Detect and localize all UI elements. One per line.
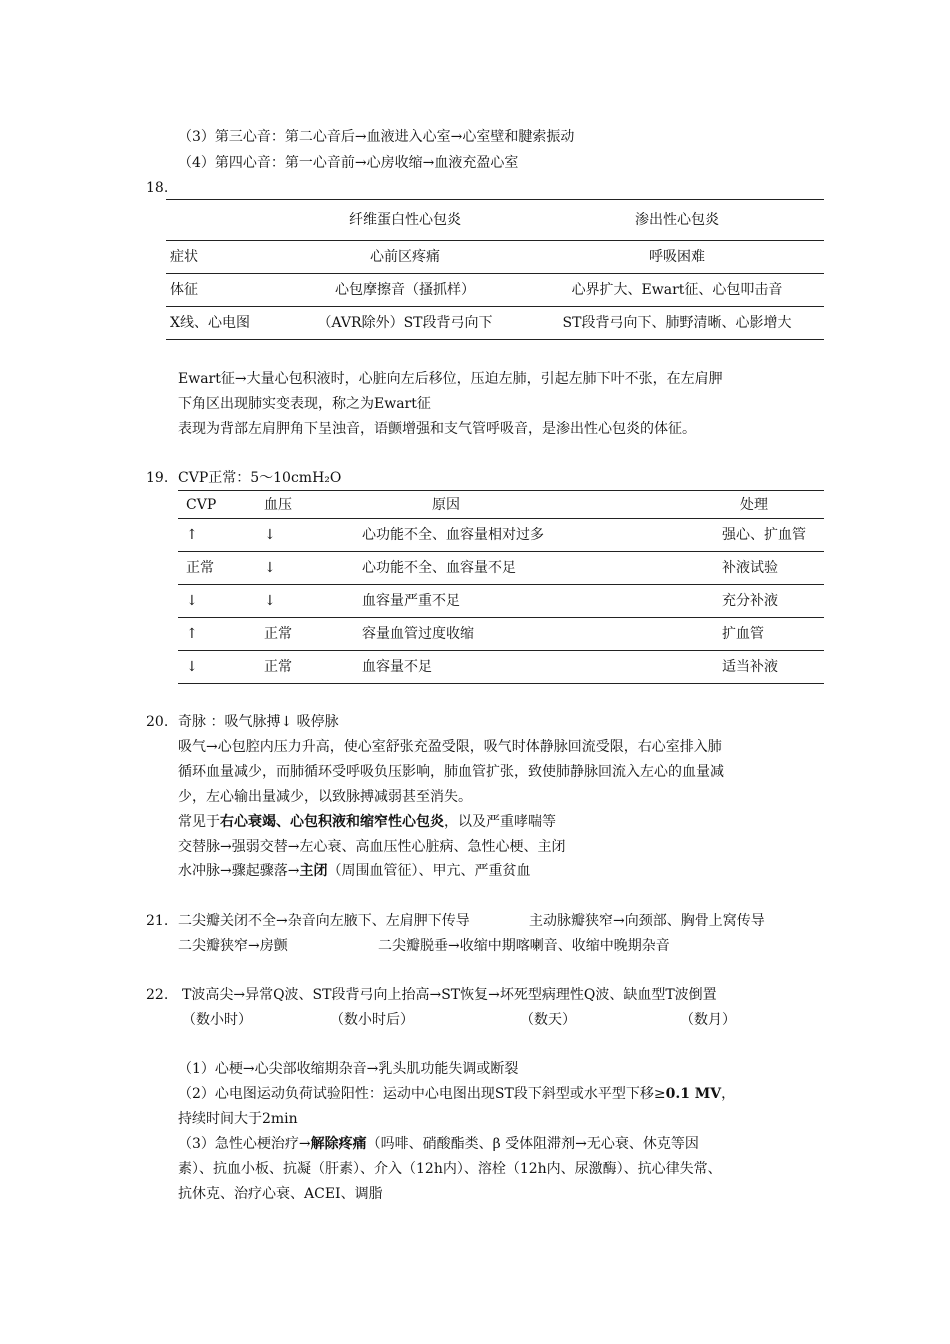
table-cell: ↓	[178, 585, 256, 618]
header-cell: CVP	[186, 496, 217, 513]
cvp-title: CVP正常：5～10cmH₂O	[178, 470, 342, 486]
table-cell: ↑	[178, 519, 256, 552]
table-cell: （AVR除外）ST段背弓向下	[280, 307, 530, 340]
section-21-number: 21.	[146, 913, 169, 929]
time-label: （数天）	[520, 1012, 576, 1028]
paragraph-line: 吸气→心包腔内压力升高，使心室舒张充盈受限，吸气时体静脉回流受限，右心室排入肺	[178, 739, 722, 755]
table-cell: 充分补液	[722, 585, 824, 618]
cvp-table	[178, 490, 824, 684]
table-cell: 呼吸困难	[530, 241, 824, 274]
header-cell: 渗出性心包炎	[635, 212, 719, 228]
header-cell: 原因	[432, 496, 460, 513]
bold-text: 0.1 MV	[665, 1086, 722, 1102]
heart-sound-4: （4）第四心音：第一心音前→心房收缩→血液充盈心室	[178, 155, 519, 171]
text-span: 常见于	[178, 814, 220, 830]
text-span: （3）急性心梗治疗→	[178, 1136, 311, 1152]
murmur-line-1a: 二尖瓣关闭不全→杂音向左腋下、左肩胛下传导	[178, 913, 470, 929]
mi-point-3	[178, 1134, 699, 1154]
table-cell: ↑	[178, 618, 256, 651]
table-cell: X线、心电图	[166, 307, 280, 340]
water-hammer-pulse-line	[178, 861, 530, 881]
table-cell: 心功能不全、血容量相对过多	[362, 519, 722, 552]
header-cell: 纤维蛋白性心包炎	[349, 212, 461, 228]
murmur-line-1b: 主动脉瓣狭窄→向颈部、胸骨上窝传导	[529, 913, 765, 929]
murmur-line-2a: 二尖瓣狭窄→房颤	[178, 938, 288, 954]
table-cell: ↓	[256, 519, 362, 552]
bold-text: 解除疼痛	[310, 1136, 367, 1152]
section-22-number: 22.	[146, 987, 169, 1003]
pulsus-paradoxus-title: 奇脉 ：吸气脉搏↓ 吸停脉	[178, 714, 339, 730]
section-18-number: 18.	[146, 180, 169, 196]
table-cell: 扩血管	[722, 618, 824, 651]
ewart-line-1: Ewart征→大量心包积液时，心脏向左后移位，压迫左肺，引起左肺下叶不张，在左肩胛	[178, 371, 723, 387]
table-cell: 强心、扩血管	[722, 519, 824, 552]
table-cell: 正常	[256, 618, 362, 651]
bold-text: 主闭	[299, 863, 328, 879]
table-cell: ↓	[178, 651, 256, 684]
table-cell: 血容量不足	[362, 651, 722, 684]
table-row	[178, 651, 824, 684]
text-span: ，	[721, 1086, 736, 1102]
table-cell: 正常	[178, 552, 256, 585]
table-cell: ↓	[256, 585, 362, 618]
text-span: （吗啡、硝酸酯类、β 受体阻滞剂→无心衰、休克等因	[366, 1136, 699, 1152]
text-span: ，以及严重哮喘等	[444, 814, 556, 830]
table-row	[178, 552, 824, 585]
header-cell	[166, 200, 280, 241]
paragraph-line: 循环血量减少，而肺循环受呼吸负压影响，肺血管扩张，致使肺静脉回流入左心的血量减	[178, 764, 724, 780]
table-cell: 心功能不全、血容量不足	[362, 552, 722, 585]
ewart-line-3: 表现为背部左肩胛角下呈浊音，语颤增强和支气管呼吸音，是渗出性心包炎的体征。	[178, 421, 696, 437]
text-span: 水冲脉→骤起骤落→	[178, 863, 300, 879]
table-row	[166, 274, 824, 307]
pericarditis-table	[166, 199, 824, 340]
table-header-row	[166, 200, 824, 241]
table-row	[178, 585, 824, 618]
text-span: （周围血管征）、甲亢、严重贫血	[327, 863, 531, 879]
mi-point-2-cont: 持续时间大于2min	[178, 1111, 298, 1127]
murmur-line-2b: 二尖瓣脱垂→收缩中期喀喇音、收缩中晚期杂音	[378, 938, 670, 954]
table-cell: 心界扩大、Ewart征、心包叩击音	[530, 274, 824, 307]
table-row	[178, 519, 824, 552]
table-cell: 补液试验	[722, 552, 824, 585]
section-19-number: 19.	[146, 470, 169, 486]
table-cell: 症状	[166, 241, 280, 274]
table-cell: 正常	[256, 651, 362, 684]
text-span: （2）心电图运动负荷试验阳性：运动中心电图出现ST段下斜型或水平型下移≥	[178, 1086, 666, 1102]
time-label: （数小时后）	[330, 1012, 414, 1028]
mi-point-3-cont: 抗休克、治疗心衰、ACEⅠ、调脂	[178, 1186, 383, 1202]
ewart-line-2: 下角区出现肺实变表现，称之为Ewart征	[178, 396, 431, 412]
table-header-row	[178, 491, 824, 519]
ecg-evolution-chain: T波高尖→异常Q波、ST段背弓向上抬高→ST恢复→坏死型病理性Q波、缺血型T波倒置	[182, 987, 717, 1003]
header-cell: 血压	[264, 496, 292, 513]
table-cell: 血容量严重不足	[362, 585, 722, 618]
mi-point-3-cont: 素）、抗血小板、抗凝（肝素）、介入（12h内）、溶栓（12h内、尿激酶）、抗心律失常、	[178, 1161, 722, 1177]
table-row	[166, 241, 824, 274]
section-20-number: 20.	[146, 714, 169, 730]
table-cell: 适当补液	[722, 651, 824, 684]
paragraph-line: 少，左心输出量减少，以致脉搏减弱甚至消失。	[178, 789, 472, 805]
alternating-pulse-line: 交替脉→强弱交替→左心衰、高血压性心脏病、急性心梗、主闭	[178, 839, 566, 855]
table-cell: 容量血管过度收缩	[362, 618, 722, 651]
heart-sound-3: （3）第三心音：第二心音后→血液进入心室→心室壁和腱索振动	[178, 129, 575, 145]
table-cell: ↓	[256, 552, 362, 585]
table-cell: 心前区疼痛	[280, 241, 530, 274]
common-causes-line	[178, 812, 556, 832]
time-label: （数月）	[680, 1012, 736, 1028]
time-label: （数小时）	[182, 1012, 252, 1028]
table-cell: 心包摩擦音（搔抓样）	[280, 274, 530, 307]
table-row	[178, 618, 824, 651]
table-row	[166, 307, 824, 340]
mi-point-1: （1）心梗→心尖部收缩期杂音→乳头肌功能失调或断裂	[178, 1061, 519, 1077]
bold-text: 右心衰竭、心包积液和缩窄性心包炎	[220, 814, 444, 830]
header-cell: 处理	[740, 496, 768, 513]
table-cell: 体征	[166, 274, 280, 307]
table-cell: ST段背弓向下、肺野清晰、心影增大	[530, 307, 824, 340]
mi-point-2	[178, 1084, 735, 1104]
